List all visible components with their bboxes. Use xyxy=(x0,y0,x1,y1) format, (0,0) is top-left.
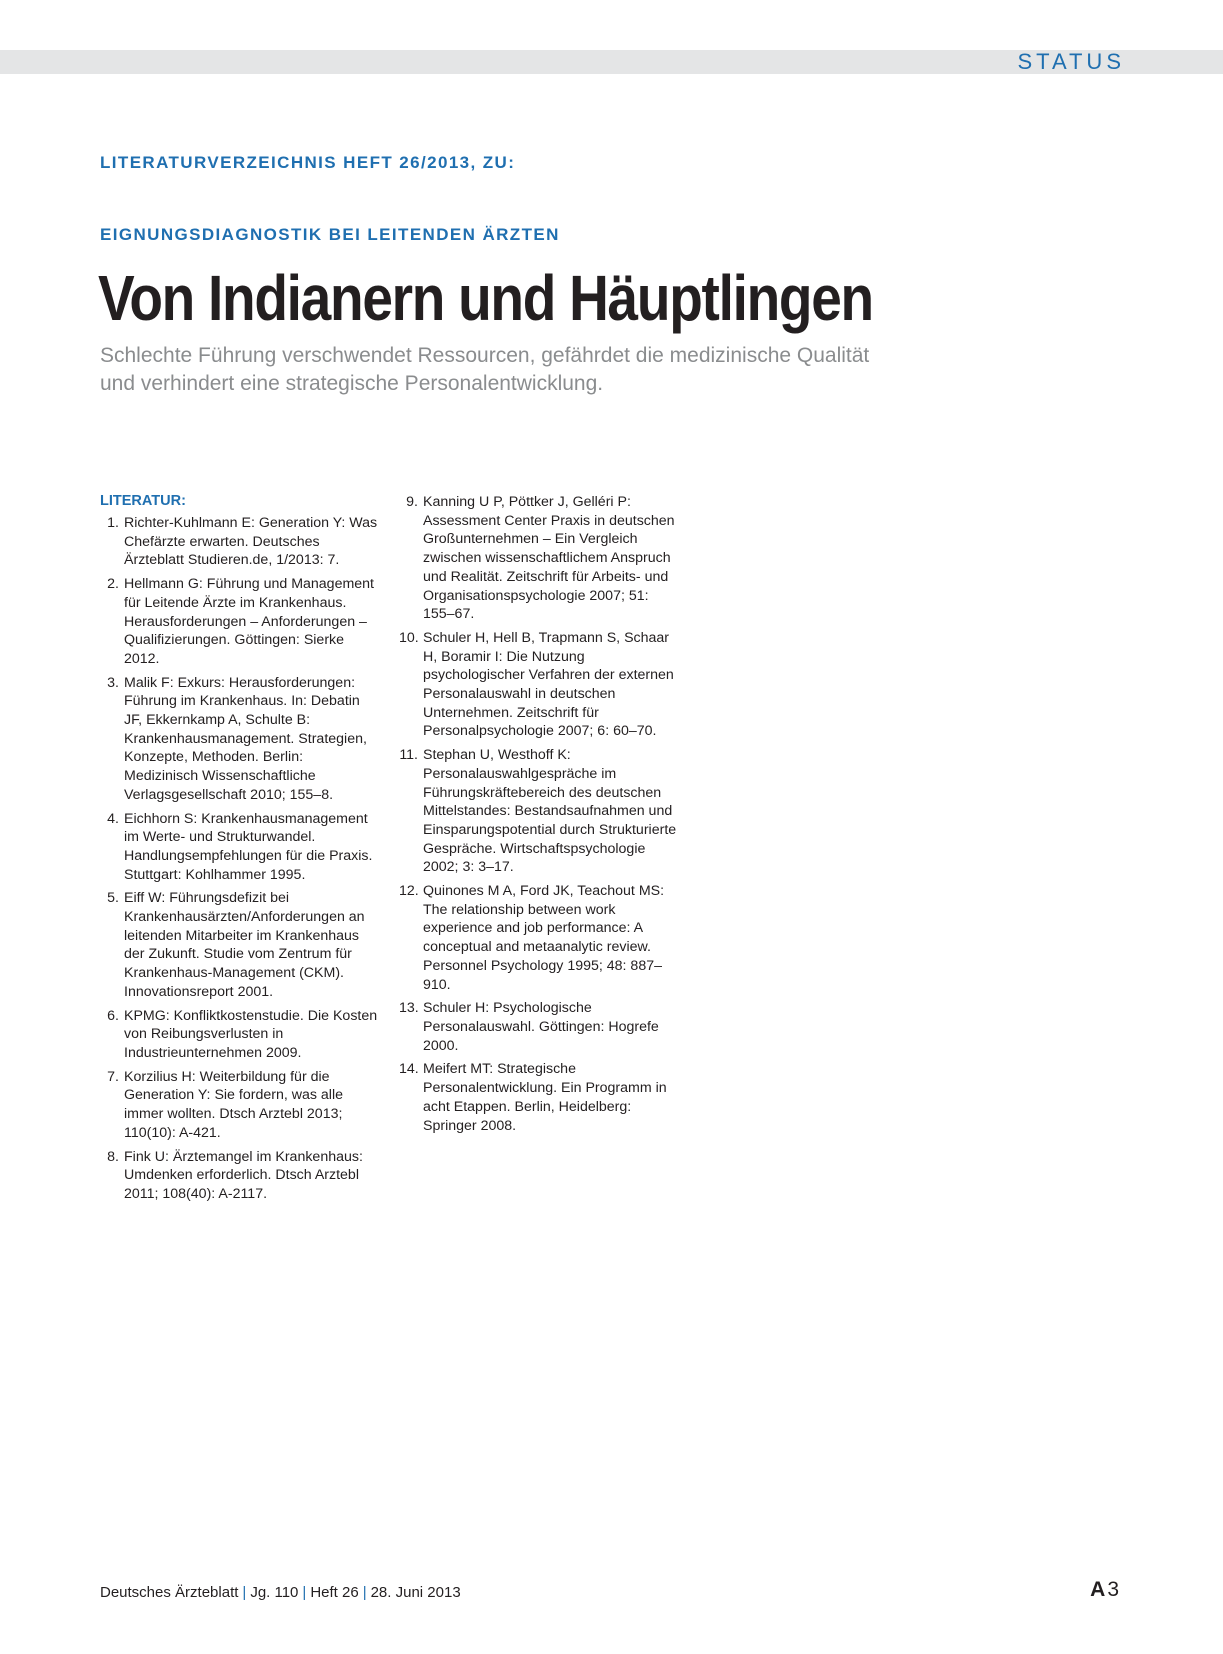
reference-item xyxy=(399,629,677,741)
footer-separator: | xyxy=(302,1584,307,1601)
page-number xyxy=(1090,1578,1119,1602)
reference-text: Quinones M A, Ford JK, Teachout MS: The relationship between work experience and job performance: A conceptual and metaanalytic review. Personnel Psychology 1995; 48: 887–910. xyxy=(423,883,665,993)
reference-item xyxy=(399,746,677,877)
reference-number: 3. xyxy=(107,674,119,691)
page-footer xyxy=(100,1584,461,1602)
reference-item xyxy=(399,999,677,1055)
reference-number: 13. xyxy=(399,1000,419,1017)
reference-text: Kanning U P, Pöttker J, Gelléri P: Assessment Center Praxis in deutschen Großunternehmen – Ein Vergleich zwischen wissenschaftlichem Anspruch und Realität. Zeitschrift für Arbeits- und Organisationspsychologie 2007; 51: 155–67. xyxy=(423,494,675,623)
reference-item xyxy=(399,882,677,994)
reference-number: 5. xyxy=(107,890,119,907)
article-kicker: LITERATURVERZEICHNIS HEFT 26/2013, ZU: xyxy=(100,153,516,172)
page-number-value: 3 xyxy=(1107,1578,1119,1601)
reference-number: 2. xyxy=(107,576,119,593)
reference-number: 12. xyxy=(399,883,419,900)
references-column-1 xyxy=(100,492,378,1209)
reference-text: Korzilius H: Weiterbildung für die Generation Y: Sie fordern, was alle immer wollten. Dtsch Arztebl 2013; 110(10): A-421. xyxy=(124,1068,343,1141)
page-prefix: A xyxy=(1090,1578,1106,1601)
reference-text: Eichhorn S: Krankenhausmanagement im Werte- und Strukturwandel. Handlungsempfehlungen für die Praxis. Stuttgart: Kohlhammer 1995. xyxy=(124,810,373,883)
reference-number: 1. xyxy=(107,515,119,531)
reference-item xyxy=(100,514,378,570)
reference-text: Schuler H, Hell B, Trapmann S, Schaar H, Boramir I: Die Nutzung psychologischer Verfahren der externen Personalauswahl in deutschen Unternehmen. Zeitschrift für Personalpsychologie 2007; 6: 60–70. xyxy=(423,629,674,740)
reference-number: 6. xyxy=(107,1007,119,1024)
journal-issue: Heft 26 xyxy=(310,1584,359,1601)
reference-number: 10. xyxy=(399,629,419,646)
footer-separator: | xyxy=(362,1584,367,1601)
reference-item xyxy=(100,1007,378,1063)
reference-item xyxy=(100,889,378,1001)
references-column-2 xyxy=(399,493,677,1140)
reference-item xyxy=(100,575,378,669)
section-label: STATUS xyxy=(1017,49,1125,74)
references-heading: LITERATUR: xyxy=(100,493,186,509)
reference-item xyxy=(399,1060,677,1135)
reference-text: Richter-Kuhlmann E: Generation Y: Was Chefärzte erwarten. Deutsches Ärzteblatt Studieren.de, 1/2013: 7. xyxy=(124,515,378,569)
reference-number: 9. xyxy=(406,494,418,510)
reference-text: Stephan U, Westhoff K: Personalauswahlgespräche im Führungskräftebereich des deutschen Mittelstandes: Bestandsaufnahmen und Einsparungspotential durch Strukturierte Gespräche. Wirtschaftspsychologie 2002; 3: 3–17. xyxy=(423,747,677,876)
reference-number: 4. xyxy=(107,810,119,827)
reference-text: Hellmann G: Führung und Management für Leitende Ärzte im Krankenhaus. Herausforderungen – Anforderungen – Qualifizierungen. Göttingen: Sierke 2012. xyxy=(124,576,374,667)
footer-separator: | xyxy=(242,1584,247,1601)
reference-text: Schuler H: Psychologische Personalauswahl. Göttingen: Hogrefe 2000. xyxy=(423,1000,659,1054)
reference-number: 11. xyxy=(399,747,418,764)
reference-text: Eiff W: Führungsdefizit bei Krankenhausärzten/Anforderungen an leitenden Mitarbeiter im Krankenhaus der Zukunft. Studie vom Zentrum für Krankenhaus-Management (CKM). Innovationsreport 2001. xyxy=(124,890,365,1000)
journal-name: Deutsches Ärzteblatt xyxy=(100,1584,239,1601)
reference-text: KPMG: Konfliktkostenstudie. Die Kosten von Reibungsverlusten in Industrieunternehmen 2009. xyxy=(124,1007,378,1061)
reference-item xyxy=(100,810,378,885)
reference-text: Fink U: Ärztemangel im Krankenhaus: Umdenken erforderlich. Dtsch Arztebl 2011; 108(40): A-2117. xyxy=(124,1148,363,1202)
reference-number: 8. xyxy=(107,1148,119,1165)
journal-date: 28. Juni 2013 xyxy=(370,1584,461,1601)
journal-volume: Jg. 110 xyxy=(250,1584,299,1601)
article-lead: Schlechte Führung verschwendet Ressourcen, gefährdet die medizinische Qualität und verhindert eine strategische Personalentwicklung. xyxy=(100,344,870,395)
reference-text: Meifert MT: Strategische Personalentwicklung. Ein Programm in acht Etappen. Berlin, Heidelberg: Springer 2008. xyxy=(423,1061,667,1134)
article-subkicker: EIGNUNGSDIAGNOSTIK BEI LEITENDEN ÄRZTEN xyxy=(100,225,560,244)
reference-text: Malik F: Exkurs: Herausforderungen: Führung im Krankenhaus. In: Debatin JF, Ekkernkamp A, Schulte B: Krankenhausmanagement. Strategien, Konzepte, Methoden. Berlin: Medizinisch Wissenschaftliche Verlagsgesellschaft 2010; 155–8. xyxy=(124,674,367,803)
reference-number: 14. xyxy=(399,1061,419,1078)
reference-item xyxy=(399,493,677,624)
reference-item xyxy=(100,1068,378,1143)
reference-item xyxy=(100,1148,378,1204)
reference-number: 7. xyxy=(107,1068,119,1085)
article-title: Von Indianern und Häuptlingen xyxy=(98,262,873,334)
reference-item xyxy=(100,674,378,805)
